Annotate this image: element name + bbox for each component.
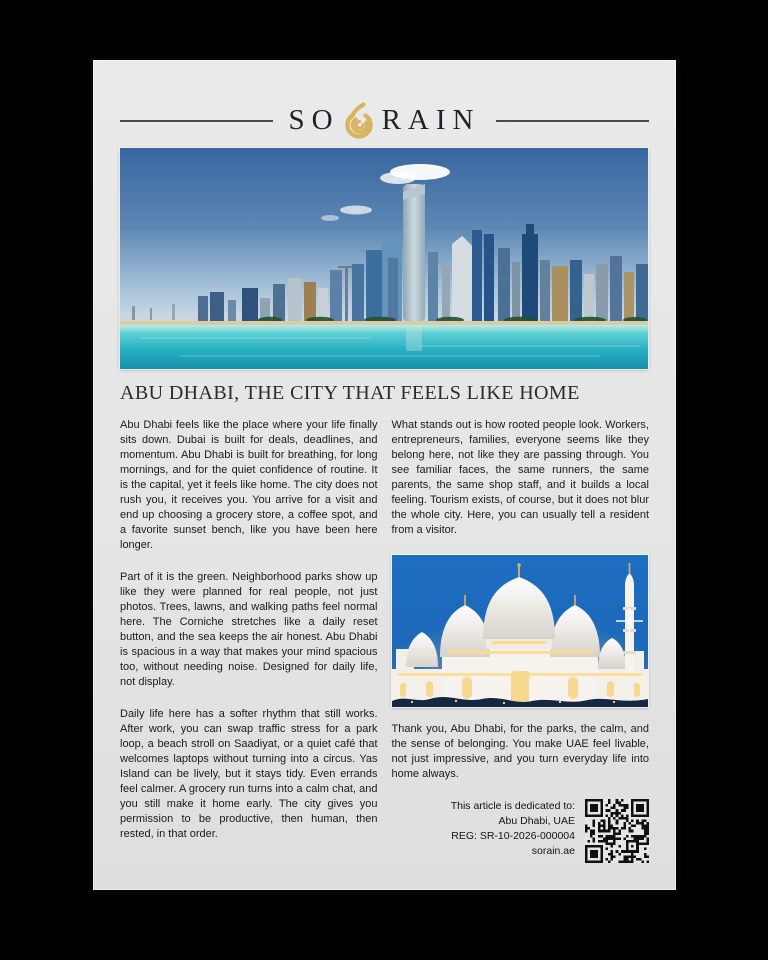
header-rule-right bbox=[496, 120, 649, 122]
article-headline: ABU DHABI, THE CITY THAT FEELS LIKE HOME bbox=[120, 382, 580, 404]
mosque-image-sheikh-zayed bbox=[392, 555, 648, 707]
brand-word-left: SO bbox=[288, 103, 340, 136]
dedication-registration: REG: SR-10-2026-000004 bbox=[451, 830, 575, 842]
article-body bbox=[120, 418, 649, 863]
qr-code bbox=[585, 799, 649, 863]
paragraph: Abu Dhabi feels like the place where your life finally sits down. Dubai is built for deals, deadlines, and momentum. Abu Dhabi is built for breathing, for long mornings, and for the quiet confidence of routine. It is the capital, yet it feels like home. The city does not rush you, it receives you. You arrive for a visit and end up choosing a grocery store, a coffee spot, and a favorite sunset bench, like you have been here longer. bbox=[120, 419, 378, 551]
magazine-page bbox=[93, 60, 676, 890]
dedication-text bbox=[451, 799, 575, 859]
paragraph: Part of it is the green. Neighborhood parks show up like they were planned for real people, not just photos. Trees, lawns, and walking paths feel normal here. The Corniche stretches like a daily reset button, and the sea keeps the air honest. Abu Dhabi is spacious in a way that makes your mind spacious too, without needing noise. Designed for daily life, not display. bbox=[120, 571, 378, 688]
brand-logo bbox=[289, 102, 481, 140]
masthead bbox=[120, 102, 649, 140]
dedication-website: sorain.ae bbox=[531, 845, 575, 857]
paragraph: Thank you, Abu Dhabi, for the parks, the calm, and the sense of belonging. You make UAE feel livable, not just impressive, and you turn everyday life into home always. bbox=[391, 723, 649, 780]
paragraph: What stands out is how rooted people look. Workers, entrepreneurs, families, everyone seems like they belong here, not like they are passing through. You see familiar faces, the same runners, the same parents, the same shop staff, and it builds a local feeling. Tourism exists, of course, but it does not blur the whole city. Here, you can usually tell a resident from a visitor. bbox=[391, 419, 649, 536]
dedication-line: This article is dedicated to: bbox=[450, 800, 575, 812]
dedication-block bbox=[392, 799, 650, 863]
gold-swirl-flame-icon bbox=[342, 102, 376, 140]
brand-word-right: RAIN bbox=[381, 103, 481, 136]
header-rule-left bbox=[120, 120, 273, 122]
column-left bbox=[120, 418, 378, 863]
hero-image-abu-dhabi-skyline bbox=[120, 148, 648, 369]
paragraph: Daily life here has a softer rhythm that still works. After work, you can swap traffic stress for a park loop, a beach stroll on Saadiyat, or a quiet café that welcomes laptops without turning into a circus. Yas Island can be lively, but it stays tidy. Even errands feel calmer. A grocery run turns into a calm chat, and you still make it home early. The city gives you permission to be productive, then human, then rested, in that order. bbox=[120, 708, 378, 840]
dedication-recipient: Abu Dhabi, UAE bbox=[498, 815, 575, 827]
column-right bbox=[392, 418, 650, 863]
